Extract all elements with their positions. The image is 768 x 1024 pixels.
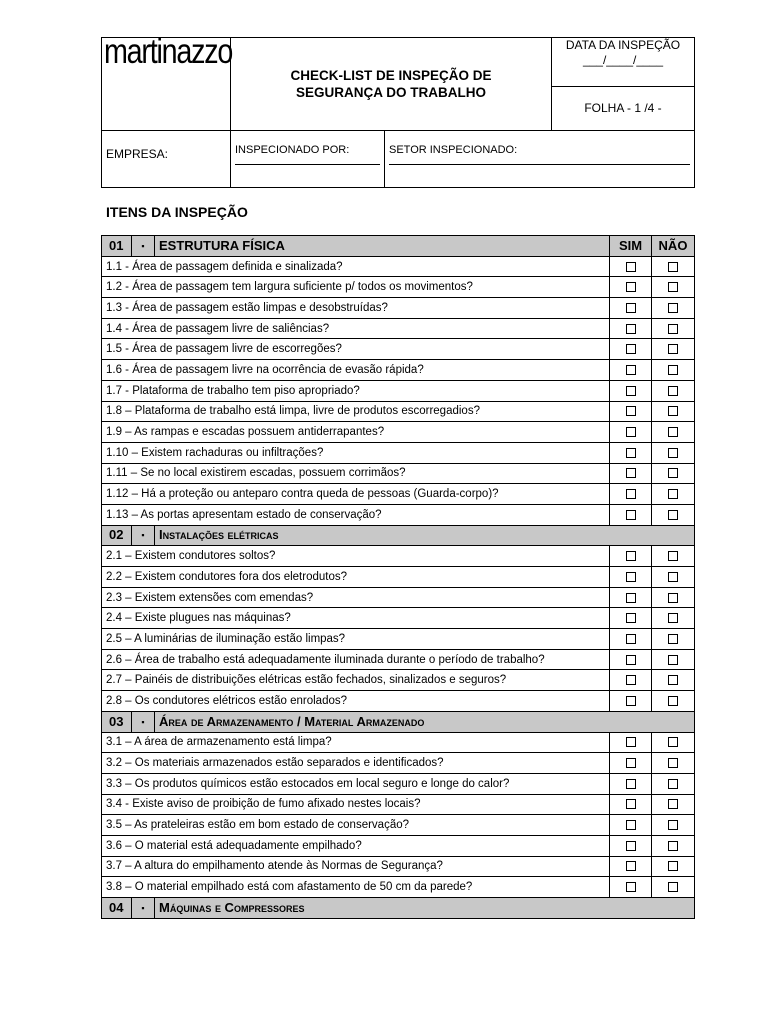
no-checkbox[interactable]	[668, 386, 678, 396]
checklist-item-row	[102, 401, 695, 422]
checklist-item-label: 2.1 – Existem condutores soltos?	[102, 546, 610, 567]
checklist-item-label: 2.7 – Painéis de distribuições elétricas estão fechados, sinalizados e seguros?	[102, 670, 610, 691]
checklist-item-label: 2.4 – Existe plugues nas máquinas?	[102, 608, 610, 629]
company-cell[interactable]	[102, 131, 231, 188]
section-number: 04	[102, 898, 132, 919]
no-cell	[652, 877, 695, 898]
yes-checkbox[interactable]	[626, 779, 636, 789]
checklist-item-row	[102, 504, 695, 525]
no-cell	[652, 567, 695, 588]
inspected-by-label: INSPECIONADO POR:	[235, 144, 350, 156]
no-checkbox[interactable]	[668, 737, 678, 747]
section-title: Máquinas e Compressores	[155, 898, 695, 919]
checklist-item-row	[102, 773, 695, 794]
no-checkbox[interactable]	[668, 303, 678, 313]
section-title: Área de Armazenamento / Material Armazenado	[155, 711, 695, 732]
no-checkbox[interactable]	[668, 882, 678, 892]
no-cell	[652, 546, 695, 567]
no-cell	[652, 442, 695, 463]
yes-checkbox[interactable]	[626, 841, 636, 851]
yes-checkbox[interactable]	[626, 675, 636, 685]
checklist-table	[101, 235, 695, 919]
checklist-item-row	[102, 380, 695, 401]
sheet-number: FOLHA - 1 /4 -	[584, 101, 662, 116]
yes-cell	[610, 670, 652, 691]
checklist-item-row	[102, 546, 695, 567]
no-checkbox[interactable]	[668, 448, 678, 458]
company-logo: martinazzo	[104, 32, 233, 71]
checklist-item-label: 1.6 - Área de passagem livre na ocorrência de evasão rápida?	[102, 360, 610, 381]
inspected-by-field[interactable]	[235, 164, 380, 165]
no-checkbox[interactable]	[668, 675, 678, 685]
yes-checkbox[interactable]	[626, 696, 636, 706]
yes-checkbox[interactable]	[626, 882, 636, 892]
yes-cell	[610, 277, 652, 298]
inspection-date-cell	[552, 38, 695, 87]
checklist-item-label: 3.3 – Os produtos químicos estão estocados em local seguro e longe do calor?	[102, 773, 610, 794]
checklist-item-row	[102, 815, 695, 836]
checklist-item-row	[102, 608, 695, 629]
no-cell	[652, 587, 695, 608]
checklist-item-label: 1.5 - Área de passagem livre de escorregões?	[102, 339, 610, 360]
yes-checkbox[interactable]	[626, 572, 636, 582]
no-cell	[652, 835, 695, 856]
no-cell	[652, 463, 695, 484]
checklist-item-label: 2.5 – A luminárias de iluminação estão limpas?	[102, 629, 610, 650]
checklist-item-label: 1.4 - Área de passagem livre de saliências?	[102, 318, 610, 339]
yes-checkbox[interactable]	[626, 324, 636, 334]
checklist-item-label: 1.1 - Área de passagem definida e sinalizada?	[102, 256, 610, 277]
sector-cell[interactable]	[385, 131, 695, 188]
checklist-item-row	[102, 794, 695, 815]
no-checkbox[interactable]	[668, 841, 678, 851]
no-checkbox[interactable]	[668, 799, 678, 809]
no-checkbox[interactable]	[668, 572, 678, 582]
no-cell	[652, 753, 695, 774]
document-header	[101, 32, 695, 188]
checklist-item-row	[102, 339, 695, 360]
sector-label: SETOR INSPECIONADO:	[389, 144, 518, 156]
yes-cell	[610, 815, 652, 836]
no-cell	[652, 504, 695, 525]
yes-cell	[610, 380, 652, 401]
yes-checkbox[interactable]	[626, 758, 636, 768]
checklist-item-label: 3.5 – As prateleiras estão em bom estado de conservação?	[102, 815, 610, 836]
no-cell	[652, 484, 695, 505]
no-cell	[652, 629, 695, 650]
checklist-item-row	[102, 670, 695, 691]
inspection-date-field[interactable]: ___/____/____	[582, 53, 664, 67]
yes-cell	[610, 773, 652, 794]
yes-checkbox[interactable]	[626, 282, 636, 292]
checklist-item-row	[102, 877, 695, 898]
no-checkbox[interactable]	[668, 779, 678, 789]
yes-cell	[610, 835, 652, 856]
yes-checkbox[interactable]	[626, 468, 636, 478]
yes-cell	[610, 401, 652, 422]
no-checkbox[interactable]	[668, 634, 678, 644]
yes-cell	[610, 753, 652, 774]
yes-cell	[610, 442, 652, 463]
yes-checkbox[interactable]	[626, 365, 636, 375]
sector-field[interactable]	[389, 164, 690, 165]
yes-checkbox[interactable]	[626, 737, 636, 747]
yes-column-header: SIM	[610, 236, 652, 257]
yes-checkbox[interactable]	[626, 820, 636, 830]
section-title: Instalações elétricas	[155, 525, 695, 546]
no-cell	[652, 422, 695, 443]
yes-cell	[610, 339, 652, 360]
section-header-row	[102, 236, 695, 257]
sheet-number-cell	[552, 86, 695, 130]
no-checkbox[interactable]	[668, 324, 678, 334]
yes-cell	[610, 629, 652, 650]
no-checkbox[interactable]	[668, 820, 678, 830]
no-cell	[652, 277, 695, 298]
no-checkbox[interactable]	[668, 262, 678, 272]
no-checkbox[interactable]	[668, 655, 678, 665]
checklist-body	[102, 236, 695, 919]
no-checkbox[interactable]	[668, 613, 678, 623]
yes-cell	[610, 794, 652, 815]
yes-checkbox[interactable]	[626, 427, 636, 437]
checklist-item-label: 2.8 – Os condutores elétricos estão enrolados?	[102, 691, 610, 712]
yes-checkbox[interactable]	[626, 551, 636, 561]
checklist-item-row	[102, 318, 695, 339]
no-checkbox[interactable]	[668, 365, 678, 375]
checklist-item-row	[102, 649, 695, 670]
no-cell	[652, 401, 695, 422]
no-checkbox[interactable]	[668, 551, 678, 561]
no-checkbox[interactable]	[668, 406, 678, 416]
yes-cell	[610, 422, 652, 443]
yes-checkbox[interactable]	[626, 386, 636, 396]
yes-cell	[610, 587, 652, 608]
checklist-item-label: 1.3 - Área de passagem estão limpas e desobstruídas?	[102, 298, 610, 319]
checklist-item-label: 3.4 - Existe aviso de proibição de fumo afixado nestes locais?	[102, 794, 610, 815]
checklist-item-row	[102, 835, 695, 856]
no-cell	[652, 339, 695, 360]
section-bullet: ▪	[132, 898, 155, 919]
title-line-1: CHECK-LIST DE INSPEÇÃO DE	[290, 68, 492, 83]
no-cell	[652, 794, 695, 815]
yes-cell	[610, 608, 652, 629]
inspected-by-cell[interactable]	[231, 131, 385, 188]
checklist-item-label: 1.12 – Há a proteção ou anteparo contra queda de pessoas (Guarda-corpo)?	[102, 484, 610, 505]
section-number: 02	[102, 525, 132, 546]
no-checkbox[interactable]	[668, 861, 678, 871]
yes-checkbox[interactable]	[626, 262, 636, 272]
no-cell	[652, 732, 695, 753]
section-header-row	[102, 711, 695, 732]
yes-cell	[610, 649, 652, 670]
checklist-item-row	[102, 587, 695, 608]
checklist-item-row	[102, 442, 695, 463]
yes-cell	[610, 546, 652, 567]
yes-checkbox[interactable]	[626, 861, 636, 871]
yes-checkbox[interactable]	[626, 510, 636, 520]
yes-cell	[610, 360, 652, 381]
no-cell	[652, 856, 695, 877]
yes-cell	[610, 691, 652, 712]
checklist-item-label: 2.6 – Área de trabalho está adequadamente iluminada durante o período de trabalho?	[102, 649, 610, 670]
checklist-item-row	[102, 277, 695, 298]
yes-cell	[610, 256, 652, 277]
checklist-item-label: 1.7 - Plataforma de trabalho tem piso apropriado?	[102, 380, 610, 401]
section-number: 01	[102, 236, 132, 257]
no-cell	[652, 649, 695, 670]
no-checkbox[interactable]	[668, 468, 678, 478]
no-checkbox[interactable]	[668, 593, 678, 603]
section-header-row	[102, 525, 695, 546]
checklist-item-label: 3.1 – A área de armazenamento está limpa?	[102, 732, 610, 753]
checklist-item-label: 2.3 – Existem extensões com emendas?	[102, 587, 610, 608]
inspection-items-heading: ITENS DA INSPEÇÃO	[106, 204, 248, 220]
yes-checkbox[interactable]	[626, 406, 636, 416]
checklist-item-label: 1.8 – Plataforma de trabalho está limpa, livre de produtos escorregadios?	[102, 401, 610, 422]
no-cell	[652, 608, 695, 629]
yes-cell	[610, 504, 652, 525]
checklist-item-label: 3.7 – A altura do empilhamento atende às Normas de Segurança?	[102, 856, 610, 877]
checklist-item-label: 1.11 – Se no local existirem escadas, possuem corrimãos?	[102, 463, 610, 484]
checklist-item-row	[102, 484, 695, 505]
yes-cell	[610, 298, 652, 319]
checklist-item-row	[102, 422, 695, 443]
yes-checkbox[interactable]	[626, 593, 636, 603]
no-cell	[652, 360, 695, 381]
checklist-item-row	[102, 567, 695, 588]
checklist-item-row	[102, 629, 695, 650]
yes-checkbox[interactable]	[626, 303, 636, 313]
no-checkbox[interactable]	[668, 489, 678, 499]
no-cell	[652, 815, 695, 836]
yes-checkbox[interactable]	[626, 634, 636, 644]
no-checkbox[interactable]	[668, 344, 678, 354]
yes-cell	[610, 877, 652, 898]
yes-checkbox[interactable]	[626, 489, 636, 499]
no-cell	[652, 380, 695, 401]
no-checkbox[interactable]	[668, 758, 678, 768]
yes-cell	[610, 856, 652, 877]
yes-checkbox[interactable]	[626, 655, 636, 665]
company-label: EMPRESA:	[106, 147, 169, 161]
checklist-item-row	[102, 256, 695, 277]
checklist-item-row	[102, 691, 695, 712]
document-title	[231, 38, 552, 131]
logo-cell	[102, 32, 233, 131]
checklist-item-label: 2.2 – Existem condutores fora dos eletrodutos?	[102, 567, 610, 588]
yes-checkbox[interactable]	[626, 344, 636, 354]
section-bullet: ▪	[132, 525, 155, 546]
checklist-item-row	[102, 298, 695, 319]
no-cell	[652, 256, 695, 277]
section-title: ESTRUTURA FÍSICA	[155, 236, 610, 257]
checklist-item-label: 3.6 – O material está adequadamente empilhado?	[102, 835, 610, 856]
yes-cell	[610, 732, 652, 753]
title-line-2: SEGURANÇA DO TRABALHO	[296, 85, 486, 100]
yes-cell	[610, 463, 652, 484]
yes-cell	[610, 567, 652, 588]
checklist-item-label: 1.13 – As portas apresentam estado de conservação?	[102, 504, 610, 525]
checklist-item-label: 1.9 – As rampas e escadas possuem antiderrapantes?	[102, 422, 610, 443]
checklist-item-row	[102, 732, 695, 753]
no-cell	[652, 691, 695, 712]
no-cell	[652, 318, 695, 339]
checklist-item-label: 3.8 – O material empilhado está com afastamento de 50 cm da parede?	[102, 877, 610, 898]
no-checkbox[interactable]	[668, 510, 678, 520]
yes-cell	[610, 318, 652, 339]
checklist-item-row	[102, 753, 695, 774]
yes-checkbox[interactable]	[626, 799, 636, 809]
checklist-item-label: 1.10 – Existem rachaduras ou infiltrações?	[102, 442, 610, 463]
checklist-item-row	[102, 856, 695, 877]
no-cell	[652, 773, 695, 794]
inspection-date-label: DATA DA INSPEÇÃO	[565, 38, 681, 52]
checklist-item-row	[102, 360, 695, 381]
yes-checkbox[interactable]	[626, 613, 636, 623]
checklist-item-label: 3.2 – Os materiais armazenados estão separados e identificados?	[102, 753, 610, 774]
checklist-item-row	[102, 463, 695, 484]
no-checkbox[interactable]	[668, 427, 678, 437]
no-column-header: NÃO	[652, 236, 695, 257]
no-checkbox[interactable]	[668, 282, 678, 292]
yes-cell	[610, 484, 652, 505]
no-cell	[652, 298, 695, 319]
no-cell	[652, 670, 695, 691]
yes-checkbox[interactable]	[626, 448, 636, 458]
checklist-item-label: 1.2 - Área de passagem tem largura suficiente p/ todos os movimentos?	[102, 277, 610, 298]
section-number: 03	[102, 711, 132, 732]
section-bullet: ▪	[132, 711, 155, 732]
no-checkbox[interactable]	[668, 696, 678, 706]
section-bullet: ▪	[132, 236, 155, 257]
section-header-row	[102, 898, 695, 919]
